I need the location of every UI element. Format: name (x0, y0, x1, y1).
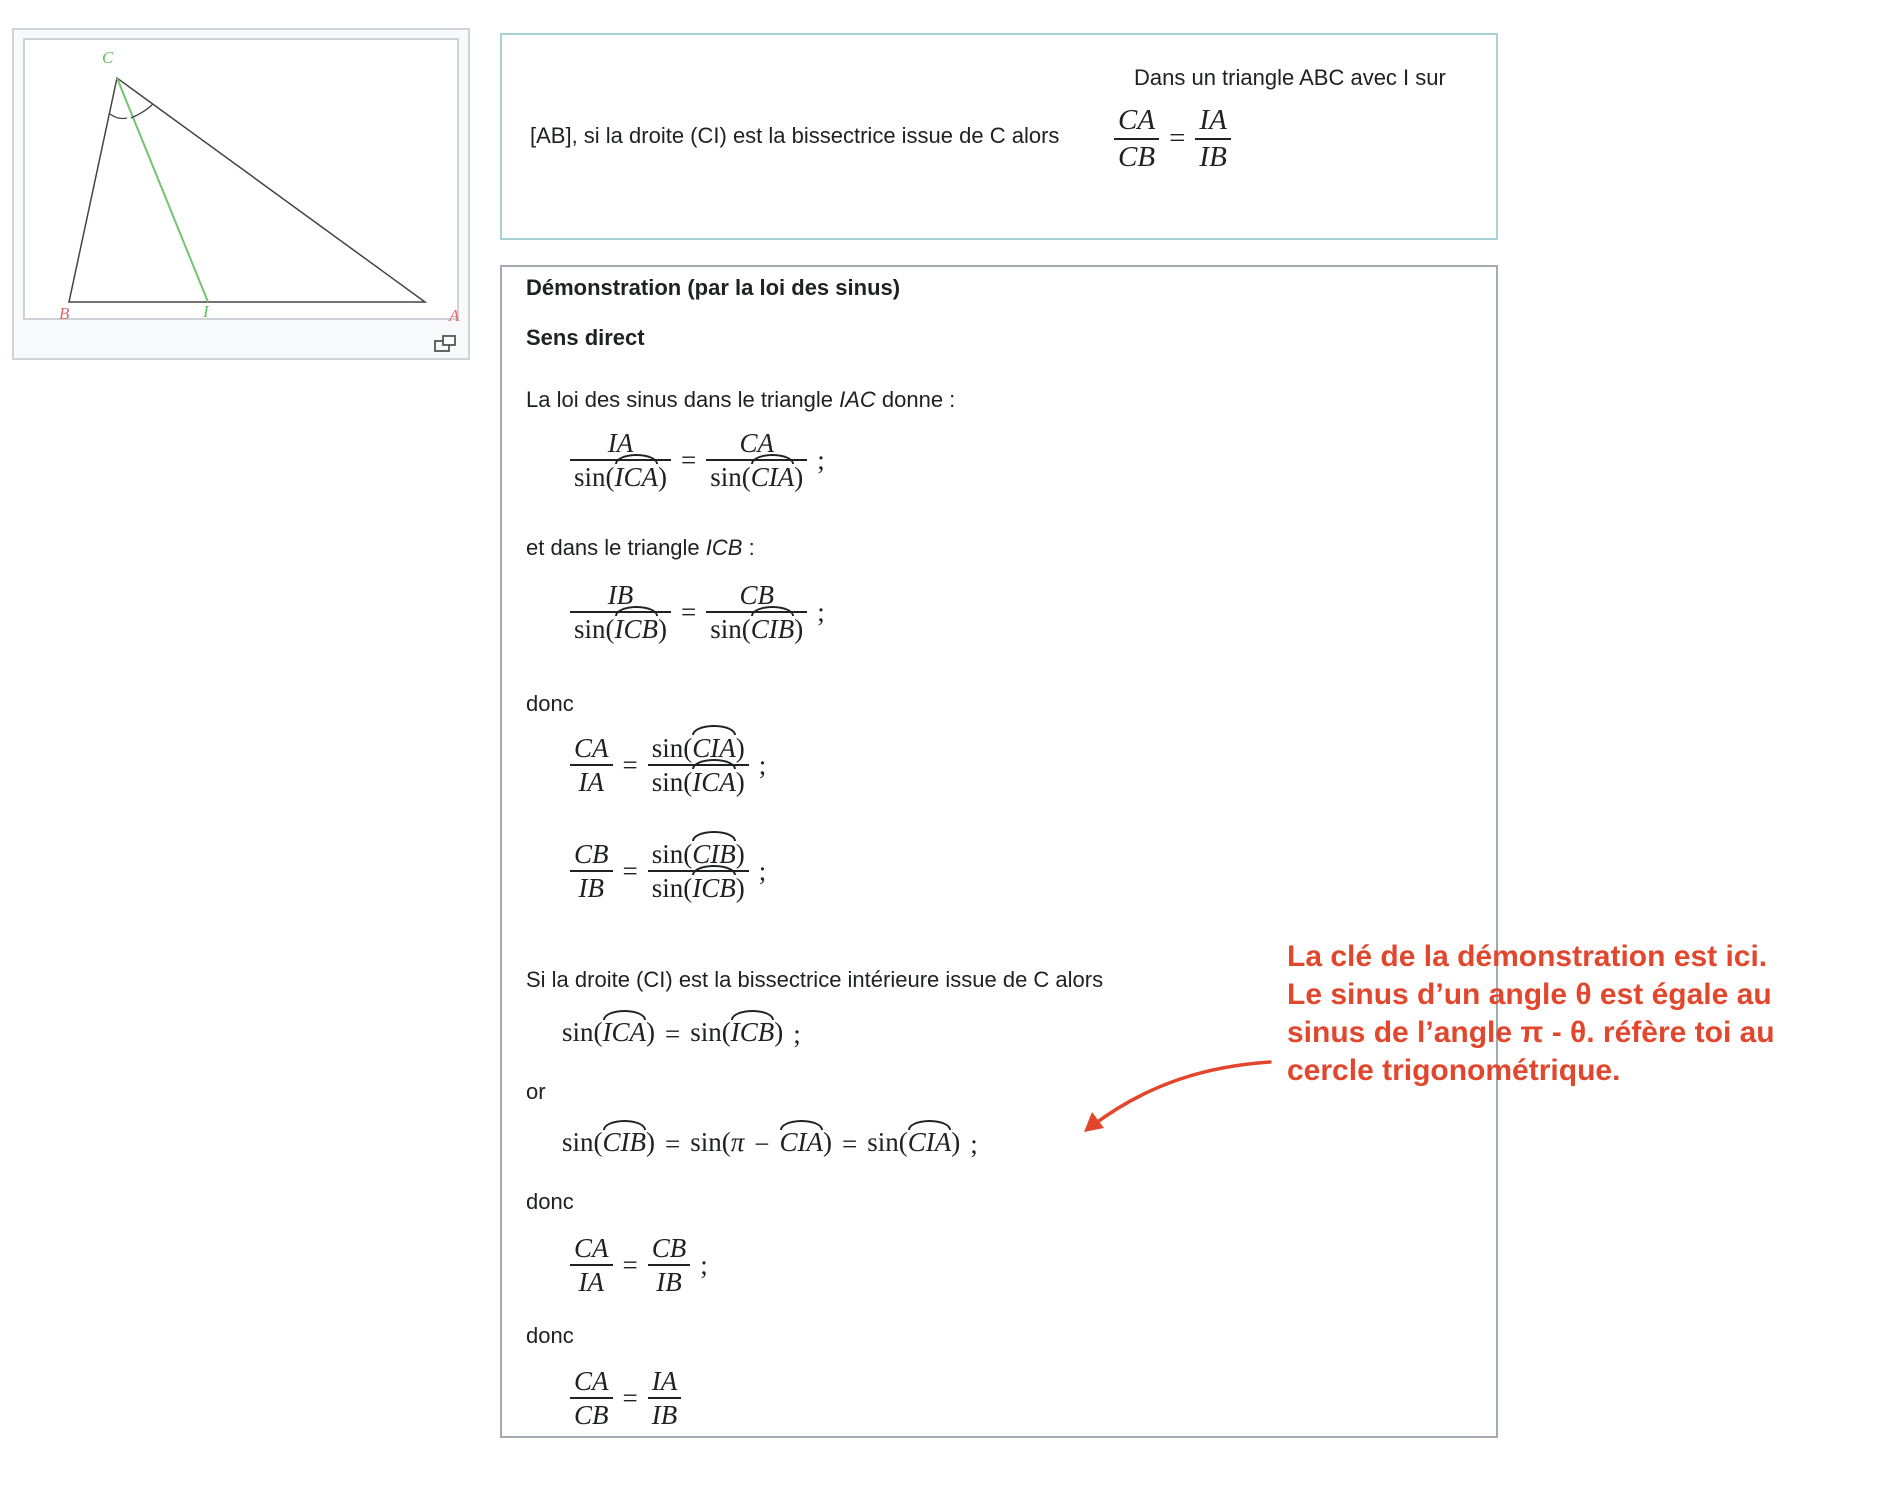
paragraph-donc-3: donc (526, 1323, 574, 1348)
angle-arc-left (110, 114, 127, 119)
label-i: I (203, 302, 209, 321)
annotation-note: La clé de la démonstration est ici. Le sinus d’un angle θ est égale au sinus de l’angle π - θ. réfère toi au cercle trigonométrique. (1287, 940, 1775, 1087)
equation-sin-supplementary: sin(CIB) = sin(π − CIA) = sin(CIA) ; (562, 1127, 978, 1160)
paragraph-or: or (526, 1079, 546, 1104)
demo-title: Démonstration (par la loi des sinus) (526, 275, 901, 300)
theorem-line-1: Dans un triangle ABC avec I sur (1134, 65, 1446, 90)
demo-subtitle: Sens direct (526, 325, 645, 350)
demonstration-box (500, 265, 1498, 1438)
paragraph-donc-2: donc (526, 1189, 574, 1214)
equation-ratio-ca-ia: $\frac{CA}{IA}$ = $\frac{\text{sin(CIA)}}{\text{sin(ICA)}}$ ; (570, 732, 766, 799)
equation-final-result: $\frac{CA}{CB}$ = $\frac{IA}{IB}$ (570, 1365, 681, 1432)
theorem-box (500, 33, 1498, 240)
equation-law-of-sines-icb: $\frac{IB}{\text{sin(ICB)}}$ = $\frac{CB}{\text{sin(CIB)}}$ ; (570, 579, 825, 646)
theorem-formula: $\frac{CA}{CB}$ = $\frac{IA}{IB}$ (1114, 103, 1231, 175)
paragraph-law-of-sines-iac: La loi des sinus dans le triangle IAC donne : (526, 387, 956, 412)
theorem-line-2: [AB], si la droite (CI) est la bissectrice issue de C alors (530, 123, 1060, 148)
equation-law-of-sines-iac: $\frac{IA}{\text{sin(ICA)}}$ = $\frac{CA}{\text{sin(CIA)}}$ ; (570, 427, 825, 494)
equation-ratio-cb-ib: $\frac{CB}{IB}$ = $\frac{\text{sin(CIB)}}{\text{sin(ICB)}}$ ; (570, 838, 766, 905)
label-c: C (102, 48, 114, 67)
figure-thumbnail[interactable] (12, 28, 470, 360)
angle-arc-right (131, 104, 153, 118)
triangle-abc (69, 78, 425, 302)
triangle-figure (23, 38, 460, 325)
paragraph-triangle-icb: et dans le triangle ICB : (526, 535, 755, 560)
equation-sin-ica-icb: sin(ICA) = sin(ICB) ; (562, 1017, 801, 1050)
label-a: A (449, 306, 460, 325)
equation-ca-ia-cb-ib: $\frac{CA}{IA}$ = $\frac{CB}{IB}$ ; (570, 1232, 708, 1299)
label-b: B (59, 304, 70, 323)
triangle-diagram (25, 40, 457, 318)
enlarge-icon[interactable] (434, 334, 458, 354)
annotation-arrow-icon (1060, 1050, 1280, 1140)
paragraph-bisector-condition: Si la droite (CI) est la bissectrice intérieure issue de C alors (526, 967, 1104, 992)
paragraph-donc-1: donc (526, 691, 574, 716)
